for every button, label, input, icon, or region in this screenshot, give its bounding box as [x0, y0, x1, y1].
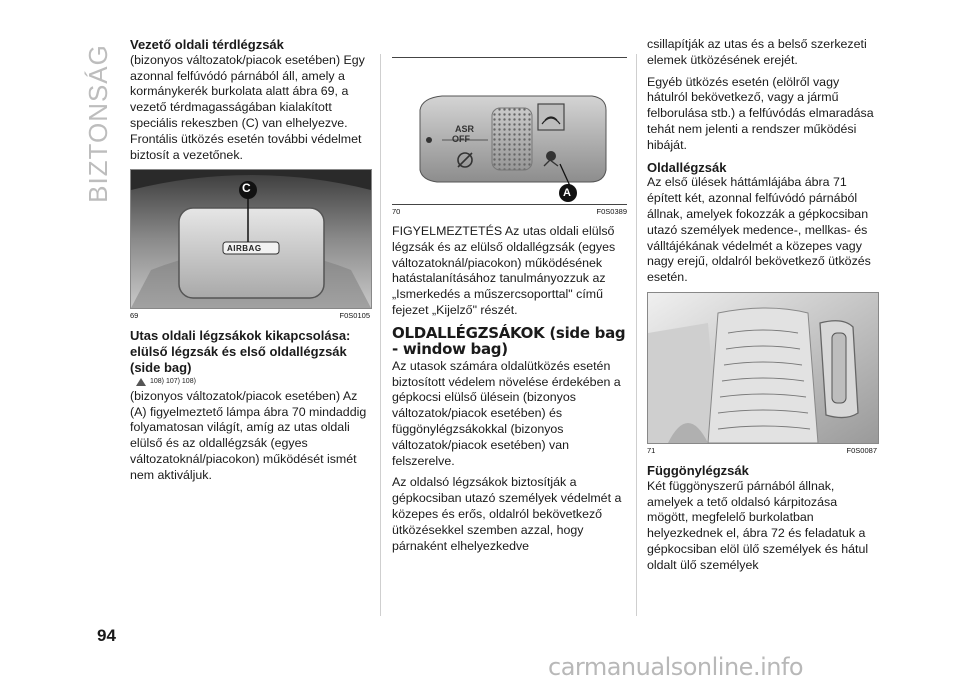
paragraph-other-impacts: Egyéb ütközés esetén (elölről vagy hátulról bekövetkező, vagy a jármű felborulása stb.) a felfúvódás elmaradása tehát nem jelenti a rendszer működési hibáját.	[647, 74, 874, 152]
page-number: 94	[97, 626, 116, 645]
column-3	[647, 37, 877, 580]
heading-window-bag: Függönylégzsák	[647, 462, 749, 478]
figure-70	[392, 62, 627, 216]
paragraph-knee-airbag: (bizonyos változatok/piacok esetében) Egy azonnal felfúvódó párnából áll, amely a kormánykerék burkolata alatt ábra 69, a vezető térdmagasságában kialakított speciális rekeszben (C) van elhelyezve. Frontális ütközés esetén további védelmet biztosít a vezetőnek.	[130, 52, 365, 162]
seat-side-airbag-illustration	[648, 293, 878, 443]
figure-70-image	[392, 62, 627, 202]
paragraph-side-airbags-intro: Az utasok számára oldalütközés esetén biztosított védelem növelése érdekében a gépkocsi elülső ülésein (bizonyos változatok/piacok esetében) és függönylégzsákokkal (bizonyos változatok/piacok esetében) van felszerelve.	[392, 358, 621, 468]
column-divider-1	[380, 54, 381, 616]
warning-references: 108) 107) 108)	[136, 378, 370, 386]
figure-70-caption: 70 F0S0389	[392, 204, 627, 216]
figure-69-caption: 69 F0S0105	[130, 311, 370, 321]
paragraph-cushioning: csillapítják az utas és a belső szerkezeti elemek ütközésének erejét.	[647, 37, 867, 67]
warning-triangle-icon	[136, 378, 146, 386]
heading-knee-airbag: Vezető oldali térdlégzsák	[130, 37, 284, 52]
section-side-label: BIZTONSÁG	[82, 43, 113, 203]
paragraph-side-bag: Az első ülések háttámlájába ábra 71 épített két, azonnal felfúvódó párnából állnak, amelyek fokozzák a gépkocsiban utazó személyek medence-, mellkas- és válltájékának védelmét a közepes vagy nagy erejű, oldalról bekövetkező ütközés esetén.	[647, 175, 871, 285]
heading-side-airbags: OLDALLÉGZSÁKOK (side bag - window bag)	[392, 323, 626, 358]
callout-a: A	[563, 187, 571, 199]
paragraph-window-bag: Két függönyszerű párnából állnak, amelyek a tető oldalsó kárpitozása mögött, megfelelő burkolatban helyezkednek el, ábra 72 és feladatuk a gépkocsiban elöl ülő személyek és hátul oldalt ülő személyek	[647, 478, 869, 572]
figure-71-image	[647, 292, 879, 444]
callout-c: C	[242, 181, 251, 196]
figure-71	[647, 292, 877, 455]
column-1	[130, 37, 370, 490]
asr-button-label-line1: ASR	[455, 124, 475, 134]
heading-side-bag: Oldallégzsák	[647, 159, 727, 175]
asr-panel-illustration	[392, 62, 627, 202]
paragraph-side-airbags-protection: Az oldalsó légzsákok biztosítják a gépkocsiban utazó személyek védelmét a közepes és erős, oldalról bekövetkező ütközésekkel szemben azzal, hogy párnaként elhelyezkedve	[392, 475, 622, 553]
airbag-text: AIRBAG	[227, 244, 262, 254]
paragraph-warning-lamp: (bizonyos változatok/piacok esetében) Az (A) figyelmeztető lámpa ábra 70 mindaddig folyamatosan világít, amíg az utas oldali elülső és az oldallégzsák (egyes változatoknál/piacokon) működését ismét nem aktiváljuk.	[130, 388, 367, 482]
knee-airbag-illustration	[131, 170, 371, 308]
footer-watermark: carmanualsonline.info	[548, 653, 804, 681]
figure-69-image	[130, 169, 372, 309]
paragraph-warning-deactivation: FIGYELMEZTETÉS Az utas oldali elülső légzsák és az elülső oldallégzsák (egyes változatoknál/piacokon) működésének hatástalanításához tanulmányozzuk az „Ismerkedés a műszercsoporttal" című fejezet „Kijelző" részét.	[392, 224, 616, 317]
figure-69	[130, 169, 370, 320]
column-divider-2	[636, 54, 637, 616]
heading-passenger-airbag-deactivation: Utas oldali légzsákok kikapcsolása: elülső légzsák és első oldallégzsák (side bag)	[130, 328, 351, 375]
column-2	[392, 37, 627, 560]
asr-button-label-line2: OFF	[452, 134, 470, 144]
figure-71-caption: 71 F0S0087	[647, 445, 877, 455]
figure-top-rule	[392, 57, 627, 58]
